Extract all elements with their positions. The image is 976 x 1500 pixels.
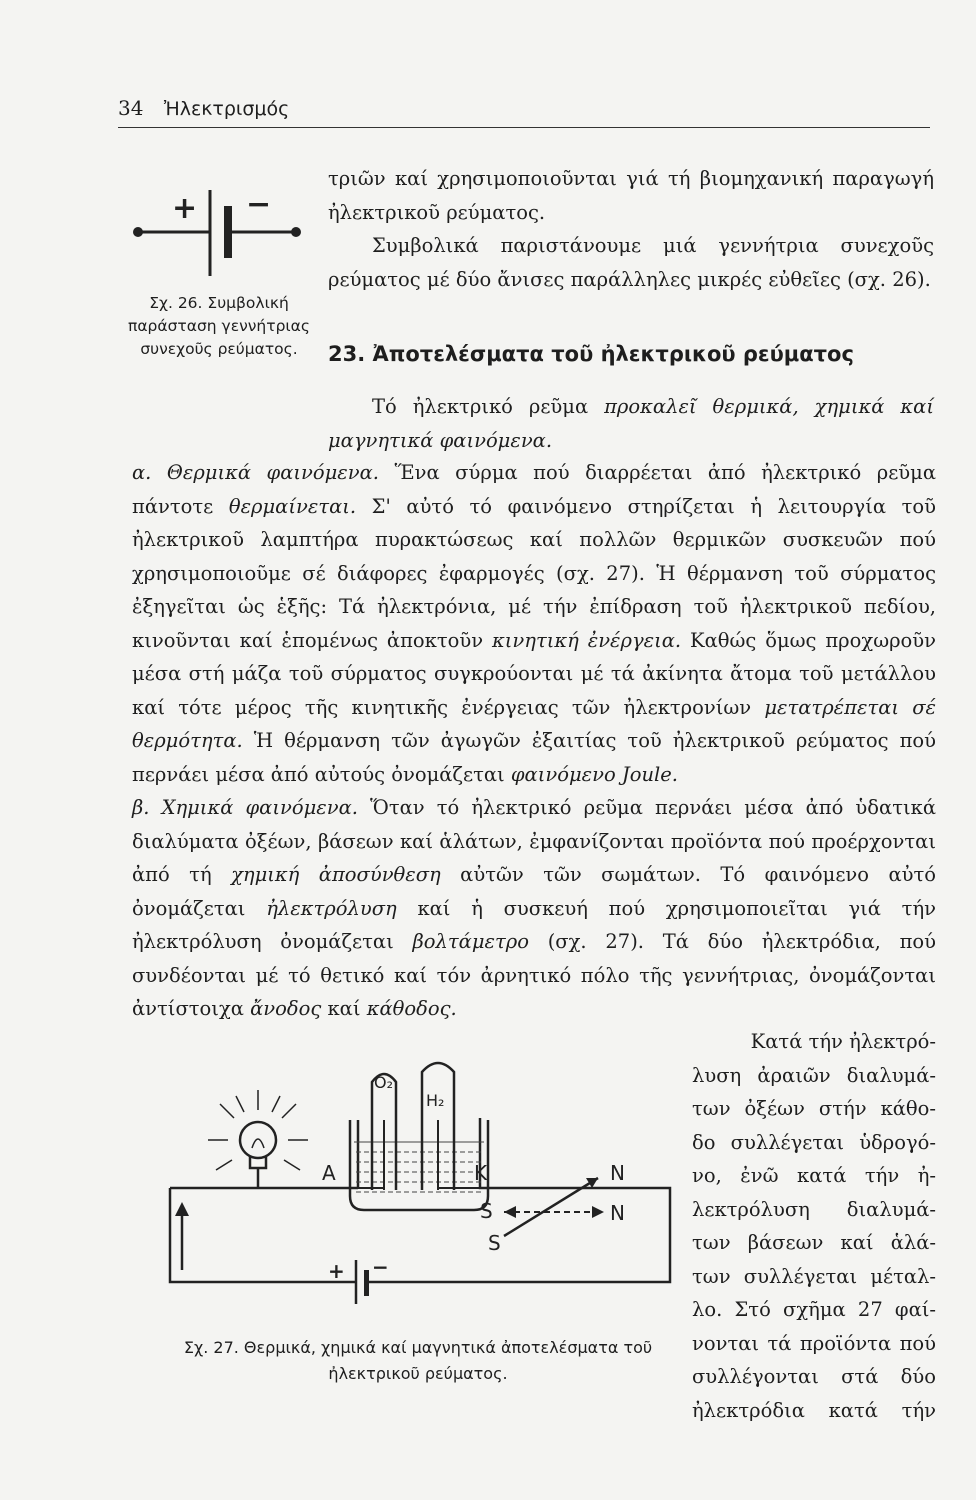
main-text [132, 456, 936, 1026]
current-arrow-icon [175, 1202, 189, 1270]
label-south-1: S [480, 1199, 493, 1223]
minus-sign: − [246, 187, 272, 222]
label-north-2: N [610, 1201, 625, 1225]
side-line: ἠλεκτρόδια κατά τήν [692, 1398, 936, 1422]
page-number: 34 [118, 96, 144, 120]
thermal-italic-3: μετατρέπεται σέ θερμότητα. [132, 695, 936, 752]
chemical-italic-2: ἠλεκτρόλυση [266, 896, 397, 920]
label-o2: O₂ [374, 1073, 394, 1092]
chemical-italic-4: ἄνοδος [250, 997, 322, 1020]
side-line: νονται τά προϊόντα πού [692, 1331, 936, 1355]
thermal-italic-2: κινητική ἐνέργεια. [491, 628, 682, 652]
chemical-italic-5: κάθοδος. [366, 997, 457, 1020]
side-line: λυση ἀραιῶν διαλυμά- [692, 1063, 936, 1087]
side-line: δο συλλέγεται ὑδρογό- [692, 1130, 936, 1154]
side-line: συλλέγονται στά δύο [692, 1365, 936, 1388]
thermal-label: α. Θερμικά φαινόμενα. [132, 461, 379, 484]
label-anode-a: A [322, 1161, 336, 1185]
thermal-text-4: Ἡ θέρμανση τῶν ἀγωγῶν ἐξαιτίας τοῦ ἠλεκτρικοῦ ρεύματος πού περνάει μέσα ἀπό αὐτούς ὀνομάζεται [132, 729, 936, 786]
figure-26-caption: Σχ. 26. Συμβολική παράσταση γεννήτριας συνεχοῦς ρεύματος. [128, 294, 310, 358]
figure-27-caption: Σχ. 27. Θερμικά, χημικά καί μαγνητικά ἀποτελέσματα τοῦ ἠλεκτρικοῦ ρεύματος. [183, 1338, 653, 1383]
chemical-text-3: καί ἡ συσκευή πού χρησιμοποιεῖται γιά τήν ἠλεκτρόλυση ὀνομάζεται [132, 896, 936, 953]
terminal-left [133, 227, 143, 237]
label-h2: H₂ [426, 1091, 445, 1110]
side-line: λεκτρόλυση διαλυμά- [692, 1197, 936, 1221]
lead-italic: προκαλεῖ θερμικά, χημικά καί μαγνητικά φαινόμενα. [328, 395, 935, 452]
label-south-2: S [488, 1231, 501, 1255]
chemical-italic-3: βολτάμετρο [412, 930, 529, 953]
page-header [118, 96, 289, 120]
section-heading: 23. Ἀποτελέσματα τοῦ ἠλεκτρικοῦ ρεύματος [328, 342, 854, 366]
section-lead [328, 390, 934, 457]
figure-27-circuit [158, 1060, 688, 1350]
battery-plus: + [328, 1259, 345, 1283]
thermal-text-3: Καθώς ὅμως προχωροῦν μέσα στή μάζα τοῦ σύρματος συγκρούονται μέ τά ἀκίνητα ἄτομα τοῦ μετάλλου καί τότε μέρος τῆς κινητικῆς ἐνέργειας τῶν ἠλεκτρονίων [132, 628, 937, 719]
chemical-text-4: (σχ. 27). Τά δύο ἠλεκτρόδια, πού συνδέονται μέ τό θετικό καί τόν ἀρνητικό πόλο τῆς γεννήτριας, ὀνομάζονται ἀντίστοιχα [132, 930, 936, 1020]
intro-paragraph [328, 162, 934, 296]
running-title: Ἠλεκτρισμός [163, 98, 290, 120]
intro-line-2: Συμβολικά παριστάνουμε μιά γεννήτρια συνεχοῦς ρεύματος μέ δύο ἄνισες παράλληλες μικρές εὐθεῖες (σχ. 26). [328, 234, 934, 291]
intro-line-1: τριῶν καί χρησιμοποιοῦνται γιά τή βιομηχανική παραγωγή ἠλεκτρικοῦ ρεύματος. [328, 167, 934, 224]
lightbulb-icon [208, 1090, 308, 1170]
side-line: των ὀξέων στήν κάθο- [692, 1097, 936, 1120]
thermal-italic-4: φαινόμενο Joule. [510, 762, 678, 786]
chemical-text-1: Ὅταν τό ἠλεκτρικό ρεῦμα περνάει μέσα ἀπό ὑδατικά διαλύματα ὀξέων, βάσεων καί ἁλάτων, ἐμφανίζονται προϊόντα πού προέρχονται ἀπό τή [132, 796, 936, 886]
thermal-italic-1: θερμαίνεται. [228, 494, 357, 518]
voltameter-icon [350, 1063, 488, 1210]
chemical-text-2: αὐτῶν τῶν σωμάτων. Τό φαινόμενο αὐτό ὀνομάζεται [132, 863, 936, 920]
thermal-paragraph [132, 456, 936, 791]
label-north-1: N [610, 1161, 625, 1185]
terminal-right [291, 227, 301, 237]
header-rule [118, 127, 930, 128]
thermal-text-1: Ἕνα σύρμα πού διαρρέεται ἀπό ἠλεκτρικό ρεῦμα πάντοτε [132, 461, 936, 518]
figure-26-battery-symbol [124, 180, 314, 290]
chemical-text-5: καί [321, 997, 367, 1020]
chemical-italic-1: χημική ἀποσύνθεση [231, 863, 441, 886]
side-column-text [692, 1025, 936, 1427]
plus-sign: + [172, 191, 198, 226]
circuit-wires [170, 1118, 670, 1282]
chemical-paragraph [132, 791, 936, 1026]
side-line: νο, ἐνῶ κατά τήν ἠ- [692, 1164, 936, 1187]
short-plate [224, 206, 232, 258]
thermal-text-2: Σ' αὐτό τό φαινόμενο στηρίζεται ἡ λειτουργία τοῦ ἠλεκτρικοῦ λαμπτήρα πυρακτώσεως καί πολλῶν θερμικῶν συσκευῶν πού χρησιμοποιοῦμε σέ διάφορες ἐφαρμογές (σχ. 27). Ἡ θέρμανση τοῦ σύρματος ἐξηγεῖται ὡς ἑξῆς: Τά ἠλεκτρόνια, μέ τήν ἐπίδραση τοῦ ἠλεκτρικοῦ πεδίου, κινοῦνται καί ἑπομένως ἀποκτοῦν [132, 494, 936, 652]
lead-text: Τό ἠλεκτρικό ρεῦμα [372, 395, 605, 418]
chemical-label: β. Χημικά φαινόμενα. [132, 796, 358, 819]
compass-needle-icon [504, 1178, 604, 1236]
battery-minus: − [372, 1255, 389, 1279]
side-line: λο. Στό σχῆμα 27 φαί- [692, 1298, 936, 1321]
side-line: των συλλέγεται μέταλ- [692, 1264, 936, 1288]
side-line: των βάσεων καί ἁλά- [692, 1231, 936, 1254]
side-line: Κατά τήν ἠλεκτρό- [750, 1030, 936, 1053]
label-cathode-k: K [474, 1161, 488, 1185]
